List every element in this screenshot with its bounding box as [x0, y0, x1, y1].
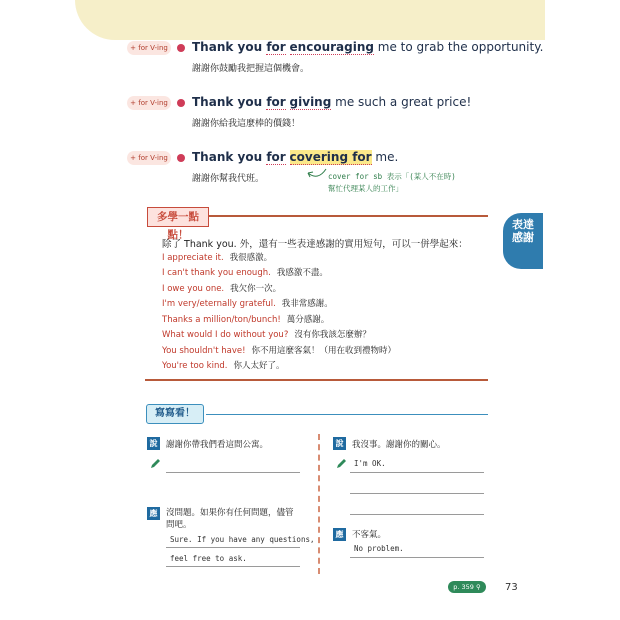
- section-rule-top: [200, 215, 488, 217]
- write-section-rule: [206, 414, 488, 415]
- prompt-text: 謝謝你帶我們看這間公寓。: [166, 440, 269, 450]
- phrase-item: You shouldn't have! 你不用這麼客氣！（用在收到禮物時）: [162, 346, 397, 356]
- writing-line[interactable]: [350, 557, 484, 558]
- example-translation-1: 謝謝你鼓勵我把握這個機會。: [192, 64, 310, 74]
- learn-more-intro: 除了 Thank you. 外，還有一些表達感謝的實用短句，可以一併學起來：: [162, 239, 468, 250]
- example-sentence-1: Thank you for encouraging me to grab the opportunity.: [192, 40, 544, 54]
- handwritten-answer: I'm OK.: [354, 459, 386, 468]
- respond-badge: 應: [147, 507, 160, 520]
- handwritten-answer: feel free to ask.: [170, 554, 247, 563]
- writing-line[interactable]: [166, 547, 300, 548]
- handwritten-answer: No problem.: [354, 544, 404, 553]
- prompt-text: 我沒事。謝謝你的關心。: [352, 440, 446, 450]
- column-divider: [318, 434, 320, 574]
- prompt-text: 不客氣。: [352, 530, 387, 540]
- header-decoration: [75, 0, 545, 40]
- respond-badge: 應: [333, 528, 346, 541]
- grammar-tag: + for V-ing: [127, 151, 171, 165]
- prompt-text-cont: 問吧。: [166, 520, 192, 530]
- speak-badge: 說: [147, 437, 160, 450]
- writing-line[interactable]: [166, 566, 300, 567]
- pencil-icon: [149, 458, 161, 470]
- example-sentence-2: Thank you for giving me such a great price!: [192, 95, 472, 109]
- grammar-tag: + for V-ing: [127, 41, 171, 55]
- writing-line[interactable]: [350, 493, 484, 494]
- page-number: 73: [505, 582, 518, 593]
- phrase-item: Thanks a million/ton/bunch! 萬分感謝。: [162, 315, 330, 325]
- arrow-icon: [306, 167, 328, 181]
- phrase-item: I can't thank you enough. 我感激不盡。: [162, 268, 328, 278]
- example-translation-2: 謝謝你給我這麼棒的價錢！: [192, 119, 301, 129]
- pencil-icon: [335, 458, 347, 470]
- chapter-tab-label: 表達感謝: [512, 218, 534, 244]
- handwritten-note: cover for sb 表示「(某人不在時) 幫忙代理某人的工作」: [328, 172, 456, 193]
- handwritten-answer: Sure. If you have any questions,: [170, 535, 315, 544]
- phrase-item: I owe you one. 我欠你一次。: [162, 284, 282, 294]
- section-rule-bottom: [145, 379, 488, 381]
- writing-line[interactable]: [350, 514, 484, 515]
- bullet-dot: [177, 44, 185, 52]
- phrase-item: What would I do without you? 沒有你我該怎麼辦？: [162, 330, 371, 340]
- example-sentence-3: Thank you for covering for me.: [192, 150, 399, 164]
- phrase-item: I'm very/eternally grateful. 我非常感謝。: [162, 299, 333, 309]
- grammar-tag: + for V-ing: [127, 96, 171, 110]
- learn-more-title: 多學一點點！: [147, 207, 209, 227]
- answer-page-reference[interactable]: p. 359 ⚲: [448, 581, 486, 593]
- phrase-item: You're too kind. 你人太好了。: [162, 361, 285, 371]
- bullet-dot: [177, 99, 185, 107]
- speak-badge: 說: [333, 437, 346, 450]
- prompt-text: 沒問題。如果你有任何問題，儘管: [166, 508, 294, 518]
- writing-line[interactable]: [350, 472, 484, 473]
- writing-line[interactable]: [166, 472, 300, 473]
- example-translation-3: 謝謝你幫我代班。: [192, 174, 265, 184]
- bullet-dot: [177, 154, 185, 162]
- write-section-title: 寫寫看！: [146, 404, 204, 424]
- phrase-item: I appreciate it. 我很感激。: [162, 253, 273, 263]
